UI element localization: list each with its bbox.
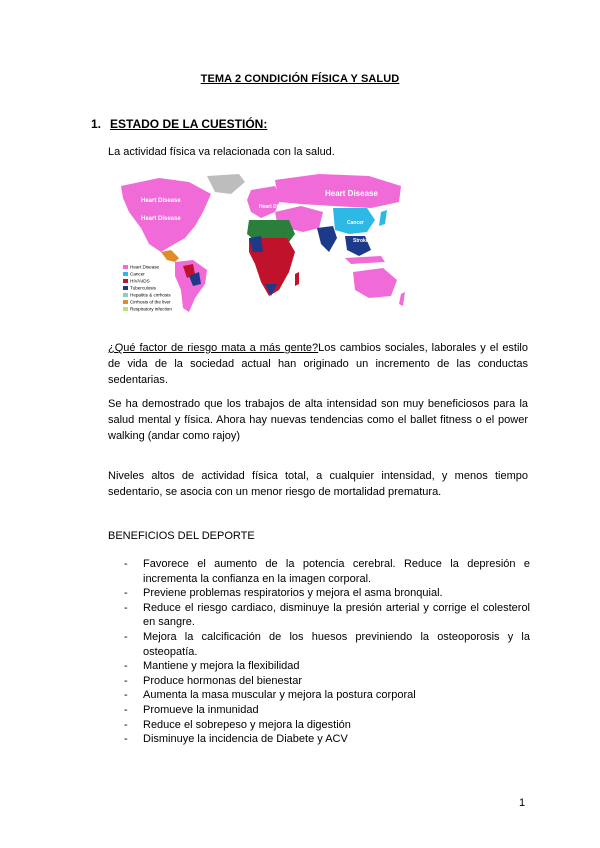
- section-title: ESTADO DE LA CUESTIÓN:: [110, 117, 268, 131]
- legend-label: Tuberculosis: [130, 285, 156, 291]
- legend-label: Cancer: [130, 271, 145, 277]
- legend-swatch: [123, 279, 128, 283]
- japan-shape: [379, 210, 387, 226]
- list-item: - Mejora la calcificación de los huesos previniendo la osteoporosis y la osteopatía.: [124, 630, 530, 659]
- section-heading: [91, 117, 267, 131]
- benefits-heading: BENEFICIOS DEL DEPORTE: [108, 530, 255, 542]
- intro-paragraph: La actividad física va relacionada con la salud.: [108, 146, 335, 158]
- list-item: - Disminuye la incidencia de Diabete y ACV: [124, 732, 530, 747]
- north-america-shape: [121, 178, 211, 252]
- list-item: - Previene problemas respiratorios y mejora el asma bronquial.: [124, 586, 530, 601]
- new-zealand-shape: [399, 292, 405, 306]
- paragraph-mortality: Niveles altos de actividad física total, a cualquier intensidad, y menos tiempo sedentario, se asocia con un menor riesgo de mortalidad prematura.: [108, 470, 528, 498]
- indonesia-shape: [345, 256, 385, 264]
- map-label-stroke: Stroke: [353, 238, 369, 244]
- australia-shape: [353, 268, 397, 298]
- legend-swatch: [123, 300, 128, 304]
- list-item: - Reduce el riesgo cardiaco, disminuye la presión arterial y corrige el colesterol en sangre.: [124, 601, 530, 630]
- map-label-heart-disease-2: Heart Disease: [141, 216, 181, 222]
- list-item: - Reduce el sobrepeso y mejora la digestión: [124, 718, 530, 733]
- world-map-image: [119, 172, 411, 316]
- legend-swatch: [123, 265, 128, 269]
- greenland-shape: [207, 174, 245, 194]
- section-number: 1.: [91, 117, 102, 131]
- world-map-figure: [119, 172, 411, 316]
- paragraph-intensity: Se ha demostrado que los trabajos de alta intensidad son muy beneficiosos para la salud mental y física. Ahora hay nuevas tendencias como el ballet fitness o el power walking (andar como rajoy): [108, 398, 528, 442]
- legend-swatch: [123, 307, 128, 311]
- map-label-heart-disease-4: Heart Disease: [259, 204, 293, 210]
- map-label-heart-disease-3: Heart Disease: [325, 189, 378, 198]
- list-item: - Promueve la inmunidad: [124, 703, 530, 718]
- legend-swatch: [123, 286, 128, 290]
- madagascar-shape: [295, 272, 299, 286]
- legend-label: Cirrhosis of the liver: [130, 299, 171, 305]
- map-label-cancer: Cancer: [347, 220, 364, 226]
- south-asia-shape: [317, 226, 337, 252]
- document-title: TEMA 2 CONDICIÓN FÍSICA Y SALUD: [200, 73, 400, 85]
- legend-label: Heart Disease: [130, 264, 160, 270]
- question-text: Los cambios sociales, laborales y el estilo de vida de la sociedad actual han originado un incremento de las conductas sedentarias.: [108, 342, 528, 386]
- list-item: - Aumenta la masa muscular y mejora la postura corporal: [124, 688, 530, 703]
- map-label-heart-disease-1: Heart Disease: [141, 198, 181, 204]
- list-item: - Favorece el aumento de la potencia cerebral. Reduce la depresión e incrementa la confianza en la imagen corporal.: [124, 557, 530, 586]
- legend-label: Respiratory infection: [130, 306, 172, 312]
- benefits-list: [124, 557, 530, 747]
- page-number: 1: [519, 797, 526, 809]
- legend-swatch: [123, 272, 128, 276]
- question-paragraph: [108, 340, 528, 388]
- legend-swatch: [123, 293, 128, 297]
- list-item: - Produce hormonas del bienestar: [124, 674, 530, 689]
- list-item: - Mantiene y mejora la flexibilidad: [124, 659, 530, 674]
- central-america-shape: [161, 250, 179, 262]
- legend-label: Hepatitis & cirrhosis: [130, 292, 171, 298]
- map-legend: [123, 265, 172, 312]
- legend-label: HIV/AIDS: [130, 278, 150, 284]
- question-underlined: ¿Qué factor de riesgo mata a más gente?: [108, 342, 319, 354]
